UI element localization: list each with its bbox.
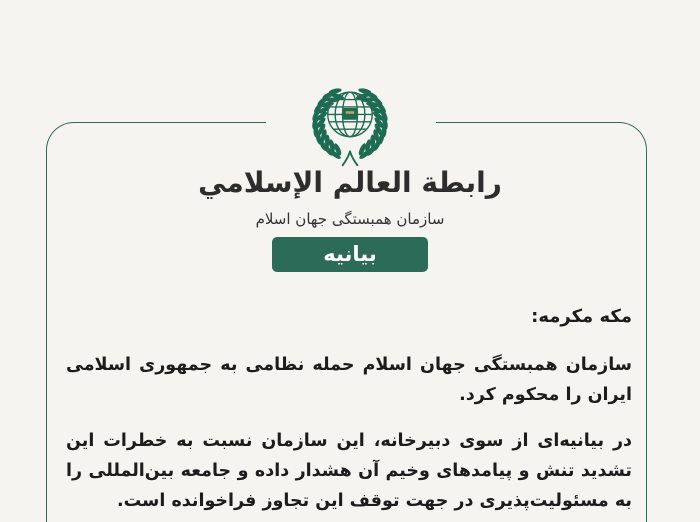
paragraph-condemnation: سازمان همبستگی جهان اسلام حمله نظامی به جمهوری اسلامی ایران را محکوم کرد.: [66, 355, 632, 405]
muslim-world-league-emblem-icon: [297, 72, 403, 178]
dateline: مكه مكرمه:: [531, 306, 632, 327]
paragraph-warning: در بیانیه‌ای از سوی دبیرخانه، این سازمان نسبت به خطرات این تشدید تنش و پیامدهای وخیم آن هشدار داده و جامعه بین‌المللی را به مسئولیت‌پذیری در جهت توقف این تجاوز فراخوانده است.: [66, 431, 632, 511]
kaaba-glyph: [343, 108, 357, 120]
league-name-calligraphy: رابطة العالم الإسلامي: [198, 166, 502, 199]
org-subtitle: سازمان همبستگی جهان اسلام: [255, 210, 445, 228]
statement-banner: بیانیه: [272, 237, 428, 272]
